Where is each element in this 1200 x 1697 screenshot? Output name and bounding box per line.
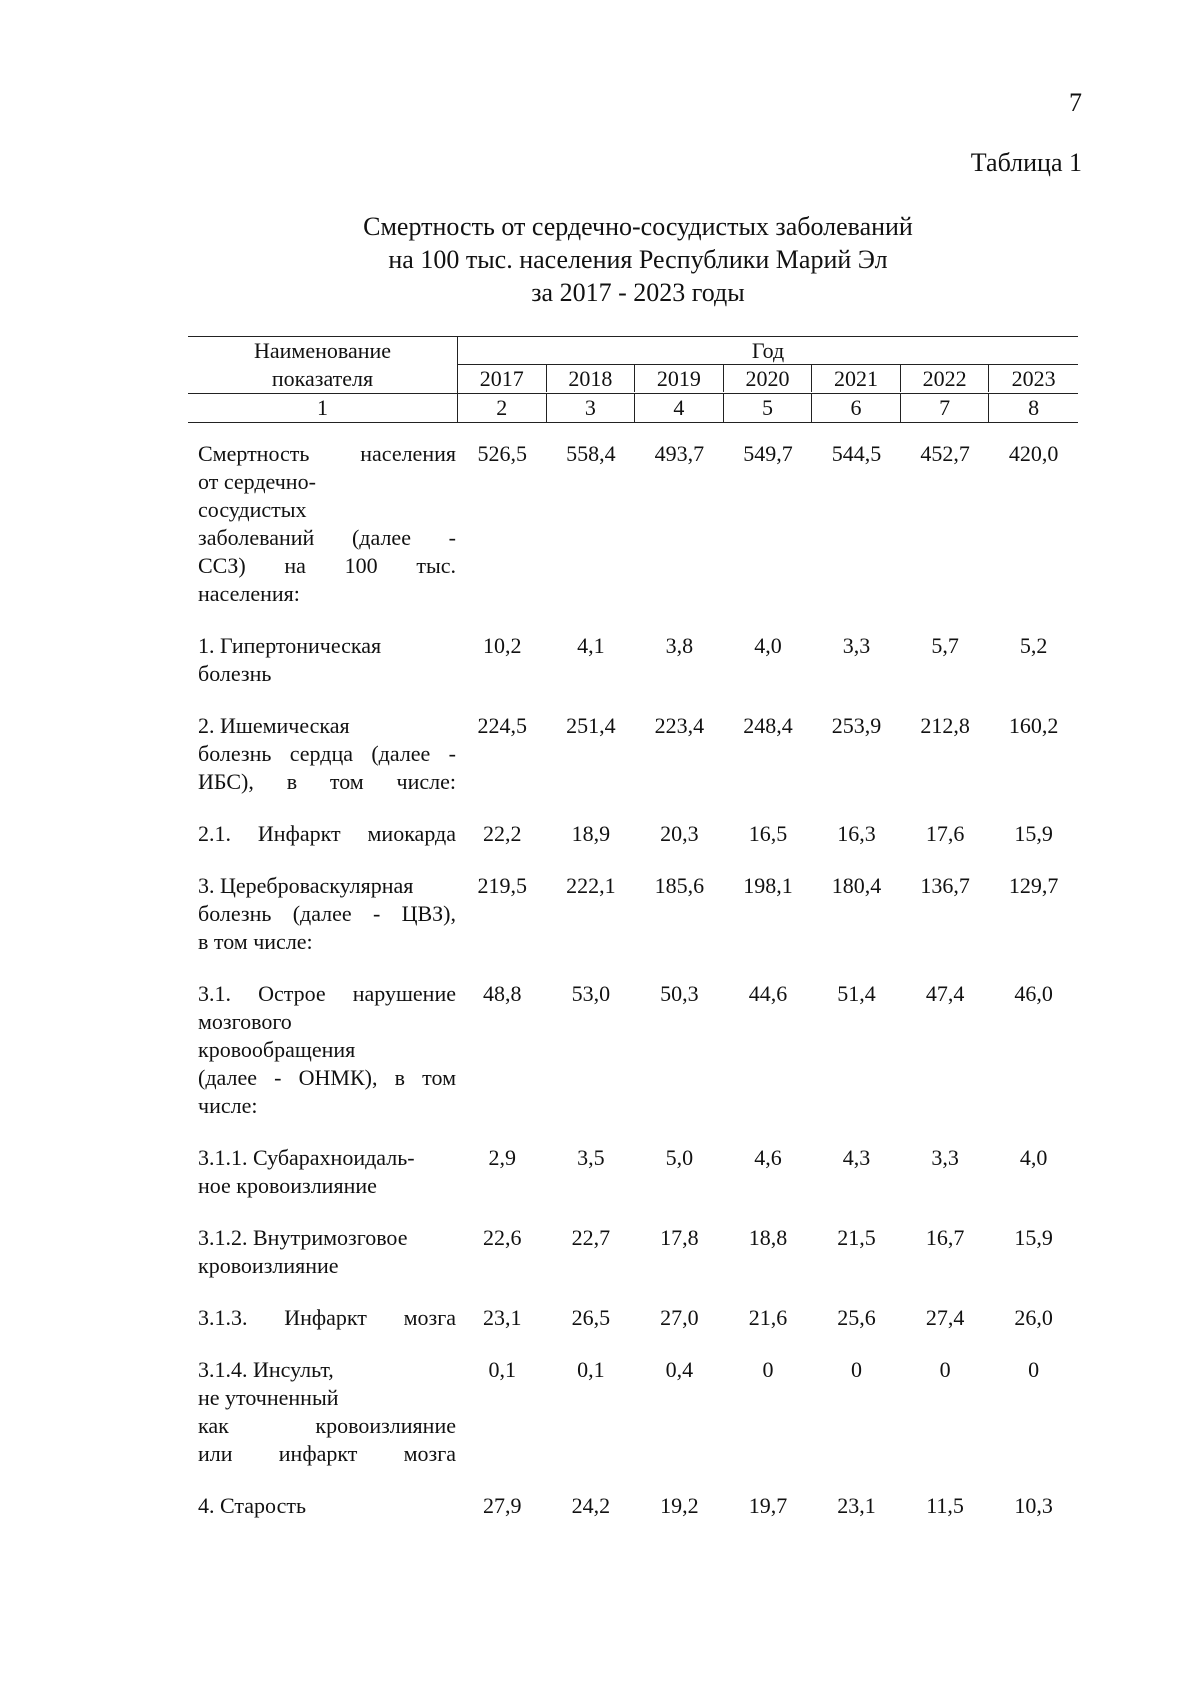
row-value-cell: 3,3	[931, 1145, 959, 1170]
row-name-line: 3.1.3. Инфаркт мозга	[198, 1305, 456, 1330]
row-value-cell: 0,1	[488, 1357, 517, 1382]
row-value-cell: 0	[851, 1357, 863, 1382]
row-value-cell: 222,1	[566, 873, 616, 898]
row-value-cell: 129,7	[1008, 873, 1059, 898]
row-name-line: кровообращения	[198, 1037, 356, 1062]
table-row	[188, 632, 1078, 688]
table-body	[188, 440, 1078, 1544]
header-year: 2023	[1011, 366, 1056, 391]
row-value-cell: 0	[762, 1357, 774, 1382]
row-value-cell: 5,7	[931, 633, 959, 658]
row-name-line: кровоизлияние	[198, 1253, 339, 1278]
row-values	[458, 632, 1078, 688]
column-number: 1	[188, 394, 458, 422]
row-value-cell: 22,7	[571, 1225, 611, 1250]
column-number: 7	[901, 394, 990, 422]
row-value-cell: 248,4	[743, 713, 793, 738]
row-value-cell: 3,3	[842, 633, 871, 658]
row-value-cell: 17,8	[660, 1225, 699, 1250]
table-row	[188, 1492, 1078, 1520]
row-value-cell: 10,2	[483, 633, 522, 658]
row-indicator-name	[188, 1356, 458, 1468]
row-name-line: ССЗ) на 100 тыс.	[198, 553, 456, 578]
title-line-3: за 2017 - 2023 годы	[531, 278, 745, 307]
row-value-cell: 18,9	[571, 821, 611, 846]
row-value-cell: 452,7	[920, 441, 970, 466]
row-value-cell: 20,3	[660, 821, 699, 846]
header-year: 2019	[635, 365, 724, 392]
row-value-cell: 18,8	[748, 1225, 788, 1250]
column-numbers-row	[188, 394, 1078, 423]
row-value-cell: 25,6	[837, 1305, 876, 1330]
row-value-cell: 19,7	[748, 1493, 788, 1518]
row-value-cell: 198,1	[743, 873, 793, 898]
row-value-cell: 2,9	[488, 1145, 517, 1170]
row-value-cell: 3,8	[665, 633, 694, 658]
column-number: 8	[1028, 395, 1040, 420]
row-value-cell: 526,5	[477, 441, 528, 466]
row-value-cell: 50,3	[660, 981, 699, 1006]
header-year: 2021	[812, 365, 901, 392]
row-value-cell: 5,2	[1019, 633, 1048, 658]
row-value-cell: 16,5	[748, 821, 788, 846]
table-row	[188, 1356, 1078, 1468]
row-name-line: или инфаркт мозга	[198, 1441, 456, 1466]
header-year: 2020	[724, 365, 813, 392]
table-header	[188, 336, 1078, 423]
row-value-cell: 26,5	[571, 1305, 611, 1330]
header-year-block	[458, 337, 1078, 393]
row-indicator-name	[188, 820, 458, 848]
row-value-cell: 23,1	[837, 1493, 876, 1518]
table-row	[188, 1304, 1078, 1332]
row-value-cell: 136,7	[920, 873, 970, 898]
row-value-cell: 21,5	[837, 1225, 876, 1250]
row-value-cell: 4,0	[1019, 1145, 1048, 1170]
header-years-row	[458, 365, 1078, 392]
row-value-cell: 224,5	[477, 713, 528, 738]
row-name-line: болезнь	[198, 661, 272, 686]
row-value-cell: 185,6	[654, 873, 705, 898]
row-value-cell: 4,6	[754, 1145, 782, 1170]
row-value-cell: 17,6	[925, 821, 965, 846]
row-indicator-name	[188, 1224, 458, 1280]
column-number: 5	[724, 394, 813, 422]
row-indicator-name	[188, 632, 458, 688]
row-name-line: населения:	[198, 581, 300, 606]
header-name-cell	[188, 337, 458, 393]
row-indicator-name	[188, 1304, 458, 1332]
row-value-cell: 180,4	[831, 873, 882, 898]
row-value-cell: 219,5	[477, 873, 528, 898]
row-name-line: не уточненный	[198, 1385, 339, 1410]
column-number: 3	[547, 394, 636, 422]
row-name-line: сосудистых	[198, 497, 307, 522]
row-name-line: числе:	[198, 1093, 258, 1118]
table-row	[188, 712, 1078, 796]
row-value-cell: 16,3	[837, 821, 876, 846]
header-year-group: Год	[458, 337, 1078, 365]
document-title	[188, 210, 1088, 309]
row-name-line: от сердечно-	[198, 469, 316, 494]
row-value-cell: 223,4	[654, 713, 705, 738]
row-value-cell: 420,0	[1008, 441, 1059, 466]
row-value-cell: 22,2	[483, 821, 522, 846]
row-values	[458, 1224, 1078, 1280]
page-number: 7	[1069, 88, 1082, 117]
row-name-line: Смертность населения	[198, 441, 456, 466]
row-values	[458, 820, 1078, 848]
row-value-cell: 4,1	[577, 633, 605, 658]
column-number: 2	[458, 394, 547, 422]
row-value-cell: 0,1	[577, 1357, 605, 1382]
row-values	[458, 1144, 1078, 1200]
row-indicator-name	[188, 980, 458, 1120]
row-value-cell: 53,0	[571, 981, 611, 1006]
row-value-cell: 558,4	[566, 441, 616, 466]
row-values	[458, 980, 1078, 1120]
header-year: 2017	[458, 365, 547, 392]
header-name-line-2: показателя	[271, 366, 374, 391]
row-value-cell: 47,4	[925, 981, 965, 1006]
row-indicator-name	[188, 872, 458, 956]
row-name-line: 3.1.2. Внутримозговое	[198, 1225, 408, 1250]
row-value-cell: 15,9	[1014, 821, 1053, 846]
row-value-cell: 4,3	[842, 1145, 871, 1170]
row-value-cell: 251,4	[566, 713, 616, 738]
row-name-line: 3.1. Острое нарушение	[198, 981, 456, 1006]
row-value-cell: 19,2	[660, 1493, 699, 1518]
column-number: 6	[812, 394, 901, 422]
row-value-cell: 544,5	[831, 441, 882, 466]
row-values	[458, 440, 1078, 608]
row-value-cell: 0	[1028, 1357, 1040, 1382]
row-value-cell: 26,0	[1014, 1305, 1053, 1330]
row-value-cell: 10,3	[1014, 1493, 1053, 1518]
row-name-line: ИБС), в том числе:	[198, 769, 456, 794]
row-name-line: в том числе:	[198, 929, 313, 954]
table-row	[188, 980, 1078, 1120]
row-value-cell: 48,8	[483, 981, 522, 1006]
row-value-cell: 22,6	[483, 1225, 522, 1250]
row-value-cell: 0,4	[665, 1357, 694, 1382]
row-value-cell: 24,2	[571, 1493, 611, 1518]
row-name-line: как кровоизлияние	[198, 1413, 456, 1438]
row-value-cell: 21,6	[748, 1305, 788, 1330]
row-value-cell: 51,4	[837, 981, 876, 1006]
row-name-line: болезнь (далее - ЦВЗ),	[198, 901, 456, 926]
row-value-cell: 253,9	[831, 713, 882, 738]
row-value-cell: 27,4	[925, 1305, 965, 1330]
row-values	[458, 1356, 1078, 1468]
row-indicator-name	[188, 1492, 458, 1520]
row-name-line: ное кровоизлияние	[198, 1173, 377, 1198]
row-value-cell: 27,0	[660, 1305, 699, 1330]
row-value-cell: 493,7	[654, 441, 705, 466]
row-name-line: (далее - ОНМК), в том	[198, 1065, 456, 1090]
table-row	[188, 820, 1078, 848]
row-name-line: 2. Ишемическая	[198, 713, 350, 738]
table-row	[188, 872, 1078, 956]
row-value-cell: 16,7	[925, 1225, 965, 1250]
row-values	[458, 872, 1078, 956]
row-name-line: мозгового	[198, 1009, 292, 1034]
row-name-line: болезнь сердца (далее -	[198, 741, 456, 766]
row-value-cell: 44,6	[748, 981, 788, 1006]
row-value-cell: 11,5	[926, 1493, 964, 1518]
header-year: 2018	[547, 365, 636, 392]
row-name-line: 3.1.4. Инсульт,	[198, 1357, 334, 1382]
table-label: Таблица 1	[970, 148, 1082, 177]
row-name-line: 4. Старость	[198, 1493, 306, 1518]
row-name-line: 3. Цереброваскулярная	[198, 873, 414, 898]
row-values	[458, 1304, 1078, 1332]
row-value-cell: 3,5	[577, 1145, 605, 1170]
table-row	[188, 1144, 1078, 1200]
row-values	[458, 712, 1078, 796]
table-row	[188, 1224, 1078, 1280]
row-indicator-name	[188, 1144, 458, 1200]
row-value-cell: 15,9	[1014, 1225, 1053, 1250]
title-line-1: Смертность от сердечно-сосудистых заболеваний	[363, 212, 913, 241]
row-indicator-name	[188, 712, 458, 796]
row-value-cell: 27,9	[483, 1493, 522, 1518]
row-name-line: 1. Гипертоническая	[198, 633, 382, 658]
row-indicator-name	[188, 440, 458, 608]
row-value-cell: 0	[939, 1357, 951, 1382]
row-values	[458, 1492, 1078, 1520]
row-value-cell: 23,1	[483, 1305, 522, 1330]
row-value-cell: 212,8	[920, 713, 970, 738]
row-value-cell: 5,0	[665, 1145, 694, 1170]
column-number: 4	[635, 394, 724, 422]
header-name-line-1: Наименование	[253, 338, 392, 363]
table-row	[188, 440, 1078, 608]
row-value-cell: 46,0	[1014, 981, 1053, 1006]
row-name-line: 2.1. Инфаркт миокарда	[198, 821, 456, 846]
header-year: 2022	[901, 365, 990, 392]
row-value-cell: 160,2	[1008, 713, 1059, 738]
row-name-line: 3.1.1. Субарахноидаль-	[198, 1145, 415, 1170]
row-value-cell: 549,7	[743, 441, 793, 466]
title-line-2: на 100 тыс. населения Республики Марий Эл	[388, 245, 888, 274]
row-name-line: заболеваний (далее -	[198, 525, 456, 550]
row-value-cell: 4,0	[754, 633, 782, 658]
